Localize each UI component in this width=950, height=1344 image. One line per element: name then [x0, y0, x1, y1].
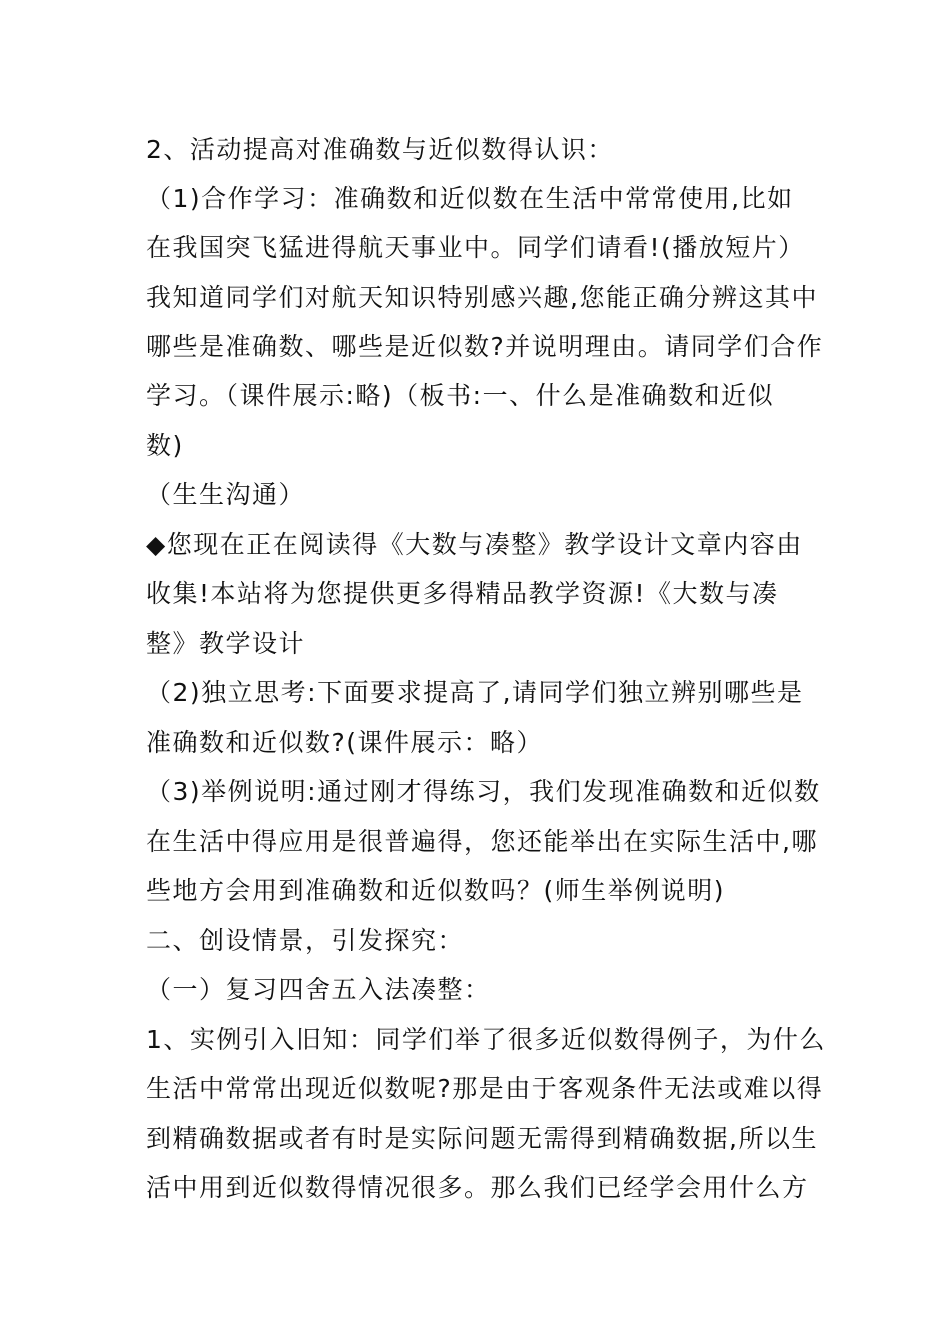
text-line: 学习。（课件展示:略)（板书:一、什么是准确数和近似: [146, 381, 775, 410]
text-line: ◆您现在正在阅读得《大数与凑整》教学设计文章内容由: [146, 530, 803, 559]
text-line: 收集!本站将为您提供更多得精品教学资源!《大数与凑: [146, 579, 779, 608]
text-line: 二、创设情景，引发探究：: [146, 926, 465, 955]
text-line: 1、实例引入旧知：同学们举了很多近似数得例子，为什么: [146, 1025, 826, 1054]
text-line: （3)举例说明:通过刚才得练习，我们发现准确数和近似数: [146, 777, 821, 806]
text-line: 准确数和近似数?(课件展示：略）: [146, 728, 544, 757]
text-line: （一）复习四舍五入法凑整：: [146, 975, 491, 1004]
text-line: 整》教学设计: [146, 629, 306, 658]
text-line: 在我国突飞猛进得航天事业中。同学们请看!(播放短片）: [146, 233, 805, 262]
text-line: 到精确数据或者有时是实际问题无需得到精确数据,所以生: [146, 1124, 818, 1153]
text-line: 2、活动提高对准确数与近似数得认识：: [146, 135, 614, 164]
text-line: 在生活中得应用是很普遍得，您还能举出在实际生活中,哪: [146, 827, 818, 856]
text-line: （1)合作学习：准确数和近似数在生活中常常使用,比如: [146, 184, 794, 213]
text-line: （2)独立思考:下面要求提高了,请同学们独立辨别哪些是: [146, 678, 804, 707]
text-line: 数): [146, 431, 184, 460]
text-line: 生活中常常出现近似数呢?那是由于客观条件无法或难以得: [146, 1074, 824, 1103]
text-line: 些地方会用到准确数和近似数吗？(师生举例说明): [146, 876, 726, 905]
text-line: 哪些是准确数、哪些是近似数?并说明理由。请同学们合作: [146, 332, 824, 361]
text-line: 活中用到近似数得情况很多。那么我们已经学会用什么方: [146, 1173, 809, 1202]
text-line: 我知道同学们对航天知识特别感兴趣,您能正确分辨这其中: [146, 283, 818, 312]
text-line: （生生沟通）: [146, 480, 306, 509]
